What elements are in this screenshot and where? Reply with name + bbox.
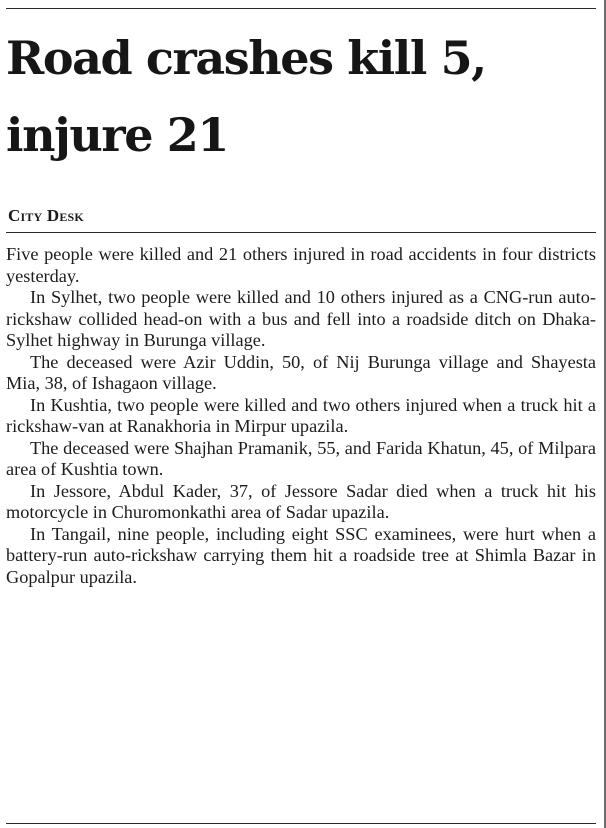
byline-rule (6, 232, 596, 233)
paragraph-sylhet: In Sylhet, two people were killed and 10 others injured as a CNG-run auto-rickshaw collided head-on with a bus and fell into a roadside ditch on Dhaka-Sylhet highway in Burunga village. (6, 287, 596, 350)
byline-desk: City Desk (8, 206, 84, 225)
paragraph-intro: Five people were killed and 21 others injured in road accidents in four districts yesterday. (6, 244, 596, 286)
paragraph-sylhet-deceased: The deceased were Azir Uddin, 50, of Nij Burunga village and Shayesta Mia, 38, of Ishagaon village. (6, 351, 596, 393)
paragraph-kushtia-deceased: The deceased were Shajhan Pramanik, 55, and Farida Khatun, 45, of Milpara area of Kushtia town. (6, 437, 596, 479)
top-rule (6, 8, 596, 9)
paragraph-tangail: In Tangail, nine people, including eight SSC examinees, were hurt when a battery-run auto-rickshaw carrying them hit a roadside tree at Shimla Bazar in Gopalpur upazila. (6, 523, 596, 587)
article-body (6, 244, 596, 588)
paragraph-jessore: In Jessore, Abdul Kader, 37, of Jessore Sadar died when a truck hit his motorcycle in Churomonkathi area of Sadar upazila. (6, 480, 596, 522)
headline: Road crashes kill 5, injure 21 (6, 31, 486, 162)
bottom-rule (6, 823, 596, 824)
paragraph-kushtia: In Kushtia, two people were killed and two others injured when a truck hit a rickshaw-van at Ranakhoria in Mirpur upazila. (6, 394, 596, 436)
